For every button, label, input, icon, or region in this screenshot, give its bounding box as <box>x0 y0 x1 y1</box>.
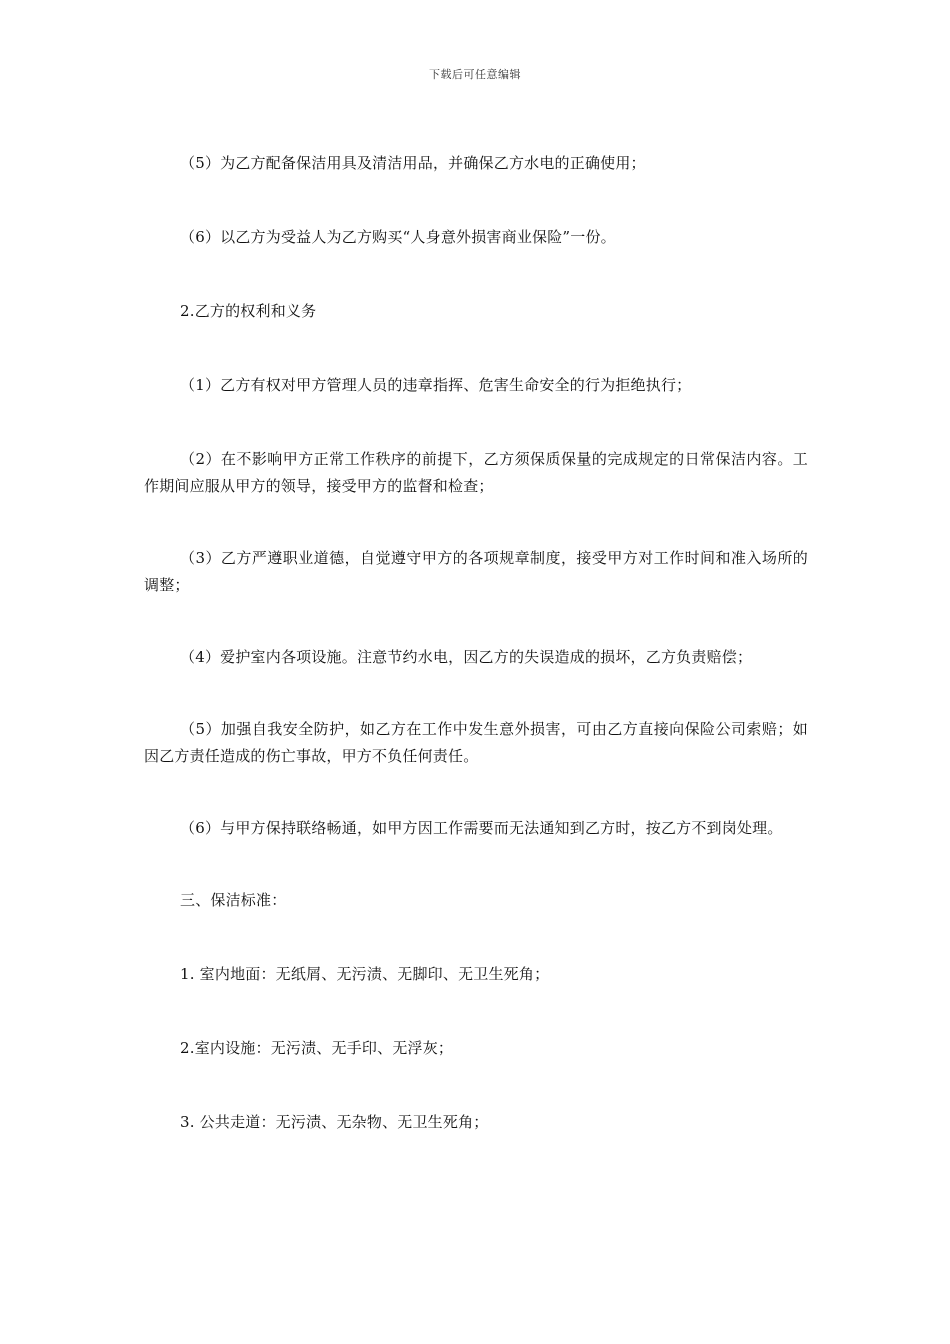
paragraph: （2）在不影响甲方正常工作秩序的前提下，乙方须保质保量的完成规定的日常保洁内容。工作期间应服从甲方的领导，接受甲方的监督和检查； <box>144 450 808 495</box>
section-heading: 2.乙方的权利和义务 <box>180 302 317 320</box>
paragraph: （3）乙方严遵职业道德，自觉遵守甲方的各项规章制度，接受甲方对工作时间和准入场所的调整； <box>144 549 808 594</box>
paragraph: （4）爱护室内各项设施。注意节约水电，因乙方的失误造成的损坏，乙方负责赔偿； <box>180 648 753 666</box>
page-header: 下载后可任意编辑 <box>429 68 521 81</box>
paragraph: （6）以乙方为受益人为乙方购买“人身意外损害商业保险”一份。 <box>180 228 616 246</box>
paragraph: （6）与甲方保持联络畅通，如甲方因工作需要而无法通知到乙方时，按乙方不到岗处理。 <box>180 819 783 837</box>
paragraph: （1）乙方有权对甲方管理人员的违章指挥、危害生命安全的行为拒绝执行； <box>180 376 692 394</box>
document-body <box>144 150 808 1183</box>
list-item: 2.室内设施：无污渍、无手印、无浮灰； <box>180 1039 454 1057</box>
paragraph: （5）为乙方配备保洁用具及清洁用品，并确保乙方水电的正确使用； <box>180 154 646 172</box>
section-heading: 三、保洁标准： <box>180 891 287 909</box>
list-item: 1. 室内地面：无纸屑、无污渍、无脚印、无卫生死角； <box>180 965 550 983</box>
list-item: 3. 公共走道：无污渍、无杂物、无卫生死角； <box>180 1113 489 1131</box>
paragraph: （5）加强自我安全防护，如乙方在工作中发生意外损害，可由乙方直接向保险公司索赔；如因乙方责任造成的伤亡事故，甲方不负任何责任。 <box>144 720 808 765</box>
